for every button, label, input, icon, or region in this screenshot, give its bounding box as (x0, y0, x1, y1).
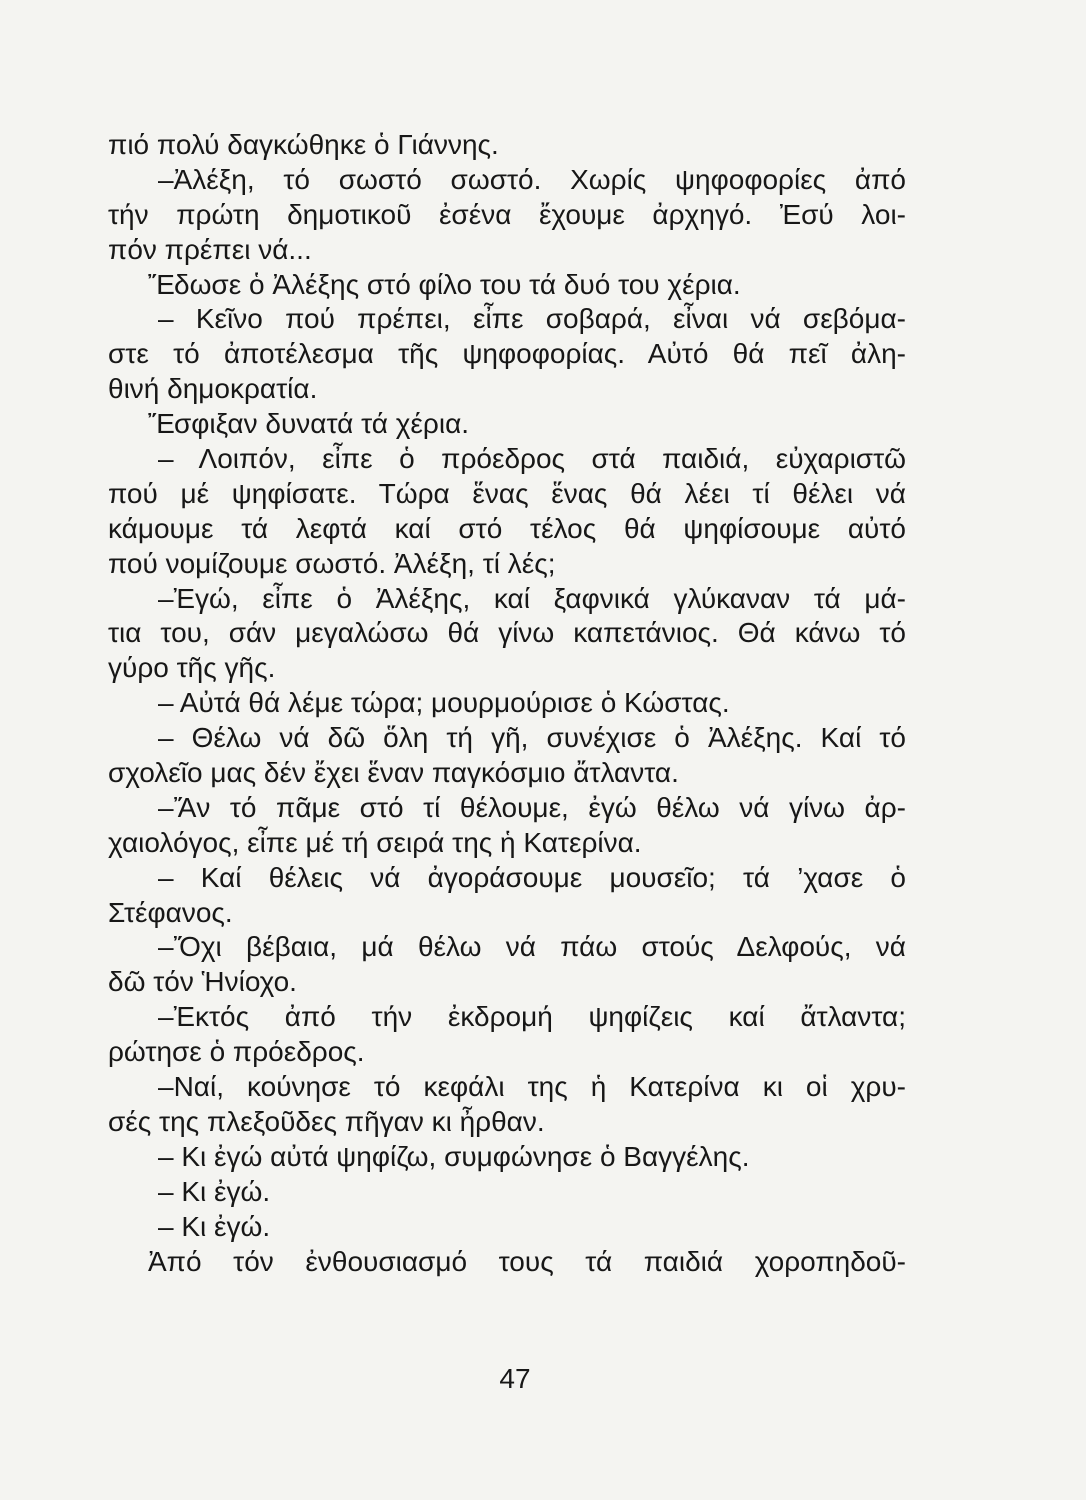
text-line: Στέφανος. (108, 896, 233, 928)
page-number: 47 (499, 1363, 531, 1394)
dialogue-line: – Αὐτά θά λέμε τώρα; μουρμούρισε ὁ Κώστας. (158, 687, 730, 719)
text-line: κάμουμε τά λεφτά καί στό τέλος θά ψηφίσουμε αὐτό (108, 512, 906, 544)
dialogue-line: – Λοιπόν, εἶπε ὁ πρόεδρος στά παιδιά, εὐχαριστῶ (158, 443, 906, 475)
text-line: τια του, σάν μεγαλώσω θά γίνω καπετάνιος. Θά κάνω τό (108, 617, 906, 649)
paragraph-line: Ἔδωσε ὁ Ἀλέξης στό φίλο του τά δυό του χέρια. (148, 268, 741, 300)
dialogue-line: – Κι ἐγώ αὐτά ψηφίζω, συμφώνησε ὁ Βαγγέλης. (158, 1140, 750, 1172)
dialogue-line: – Καί θέλεις νά ἀγοράσουμε μουσεῖο; τά ’χασε ὁ (158, 861, 906, 893)
text-line: ρώτησε ὁ πρόεδρος. (108, 1036, 365, 1068)
text-line: τήν πρώτη δημοτικοῦ ἐσένα ἔχουμε ἀρχηγό. Ἐσύ λοι- (108, 198, 906, 230)
text-line: πόν πρέπει νά... (108, 233, 312, 265)
text-line: στε τό ἀποτέλεσμα τῆς ψηφοφορίας. Αὐτό θά πεῖ ἀλη- (108, 338, 906, 370)
text-line: πού μέ ψηφίσατε. Τώρα ἕνας ἕνας θά λέει τί θέλει νά (108, 477, 906, 509)
text-line: χαιολόγος, εἶπε μέ τή σειρά της ἡ Κατερίνα. (108, 826, 642, 858)
dialogue-line: – Κεῖνο πού πρέπει, εἶπε σοβαρά, εἶναι νά σεβόμα- (158, 303, 906, 335)
dialogue-line: –Ἐκτός ἀπό τήν ἐκδρομή ψηφίζεις καί ἄτλαντα; (158, 1001, 906, 1033)
dialogue-line: –Ὄχι βέβαια, μά θέλω νά πάω στούς Δελφούς, νά (158, 931, 906, 963)
dialogue-line: – Θέλω νά δῶ ὅλη τή γῆ, συνέχισε ὁ Ἀλέξης. Καί τό (158, 722, 906, 754)
body-text (0, 128, 1086, 1279)
dialogue-line: – Κι ἐγώ. (158, 1210, 271, 1242)
text-line: σές της πλεξοῦδες πῆγαν κι ἦρθαν. (108, 1105, 545, 1137)
dialogue-line: –Ναί, κούνησε τό κεφάλι της ἡ Κατερίνα κι οἱ χρυ- (158, 1071, 906, 1103)
text-line: δῶ τόν Ἡνίοχο. (108, 966, 297, 998)
dialogue-line: –Ἄν τό πᾶμε στό τί θέλουμε, ἐγώ θέλω νά γίνω ἀρ- (158, 791, 906, 823)
text-line: θινή δημοκρατία. (108, 373, 318, 405)
dialogue-line: – Κι ἐγώ. (158, 1175, 271, 1207)
text-line: γύρο τῆς γῆς. (108, 652, 276, 684)
dialogue-line: –Ἀλέξη, τό σωστό σωστό. Χωρίς ψηφοφορίες ἀπό (158, 163, 906, 195)
dialogue-line: –Ἐγώ, εἶπε ὁ Ἀλέξης, καί ξαφνικά γλύκαναν τά μά- (158, 582, 906, 614)
text-line: πιό πολύ δαγκώθηκε ὁ Γιάννης. (108, 129, 499, 160)
text-line: σχολεῖο μας δέν ἔχει ἕναν παγκόσμιο ἄτλαντα. (108, 757, 679, 789)
text-line: πού νομίζουμε σωστό. Ἀλέξη, τί λές; (108, 547, 556, 579)
paragraph-line: Ἔσφιξαν δυνατά τά χέρια. (148, 408, 470, 440)
paragraph-line: Ἀπό τόν ἐνθουσιασμό τους τά παιδιά χοροπηδοῦ- (148, 1245, 906, 1277)
